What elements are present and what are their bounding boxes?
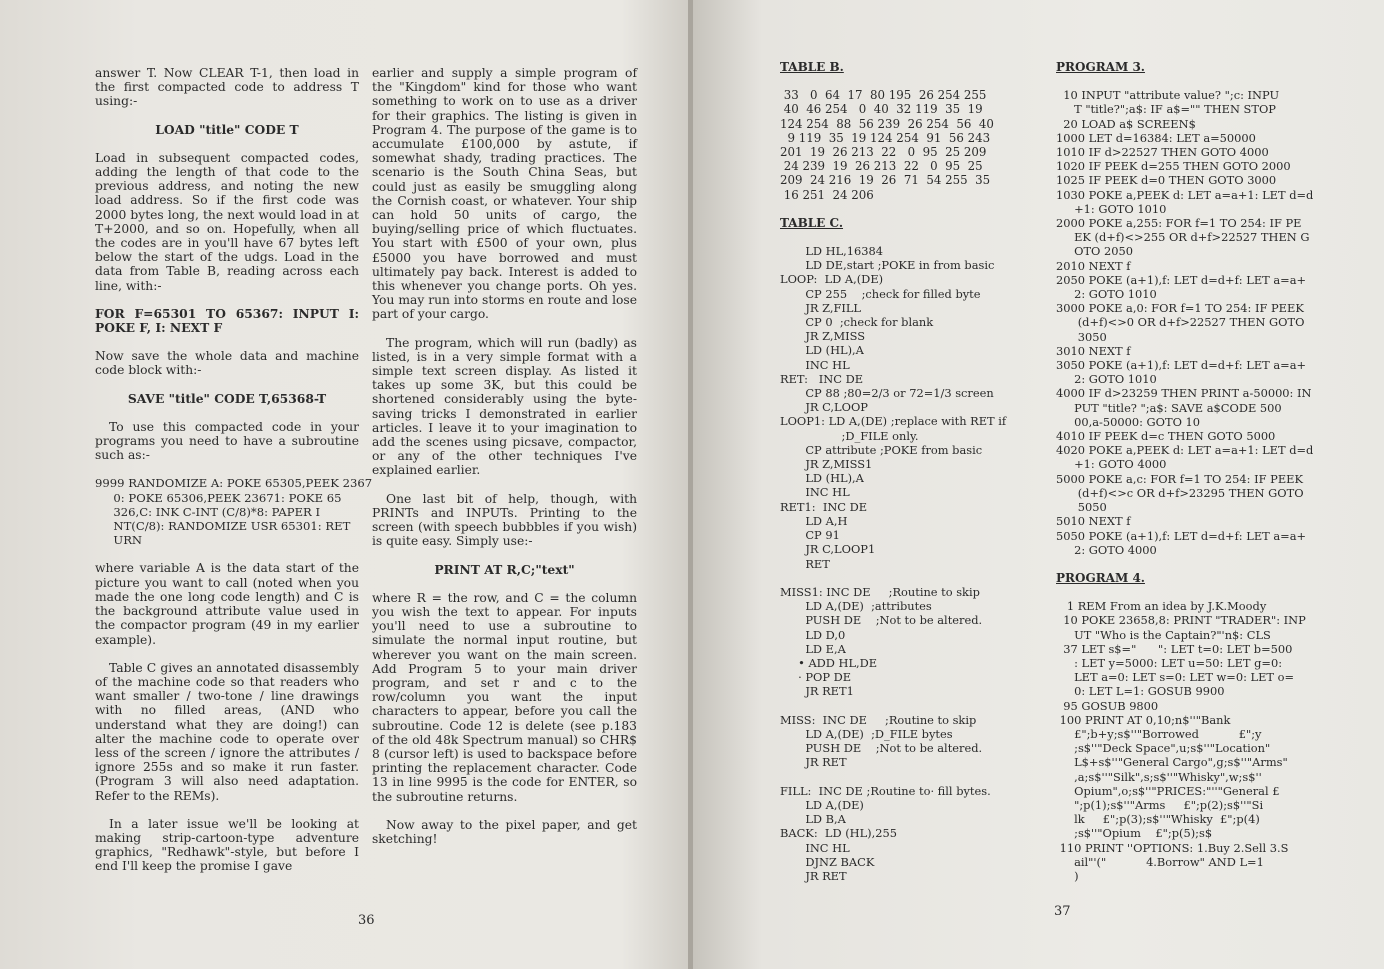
table-c-assembly-listing: LD HL,16384 LD DE,start ;POKE in from basic LOOP: LD A,(DE) CP 255 ;check for filled byte JR Z,FILL CP 0 ;check for blank JR Z,MISS LD (HL),A INC HL RET: INC DE CP 88 ;80=2/3 or 72=1/3 screen JR C,LOOP LOOP1: LD A,(DE) ;replace with RET if ;D_FILE only. CP attribute ;POKE from basic JR Z,MISS1 LD (HL),A INC HL RET1: INC DE LD A,H CP 91 JR C,LOOP1 RET MISS1: INC DE ;Routine to skip LD A,(DE) ;attributes PUSH DE ;Not to be altered. LD D,0 LD E,A • ADD HL,DE · POP DE JR RET1 MISS: INC DE ;Routine to skip LD A,(DE) ;D_FILE bytes PUSH DE ;Not to be altered. JR RET FILL: INC DE ;Routine to· fill bytes. LD A,(DE) LD B,A BACK: LD (HL),255 INC HL DJNZ BACK JR RET: [780, 244, 1007, 883]
command-line: SAVE "title" CODE T,65368-T: [127, 390, 327, 406]
paragraph: In a later issue we'll be looking at making strip-cartoon-type adventure graphics, "Redhawk"-style, but before I end I'll keep the promise I gave: [95, 816, 363, 874]
paragraph: The program, which will run (badly) as listed, is in a very simple format with a simple text screen display. As listed it takes up some 3K, but this could be shortened considerably using the byte-saving tricks I demonstrated in earlier articles. I leave it to your imagination to add the scenes using picsave, compactor, or any of the other techniques I've explained earlier.: [372, 335, 641, 478]
page-number: 37: [1054, 904, 1071, 919]
table-b-data: 33 0 64 17 80 195 26 254 255 40 46 254 0 40 32 119 35 19 124 254 88 56 239 26 254 56 40 9 119 35 19 124 254 91 56 243 201 19 26 213 22 0 95 25 209 24 239 19 26 213 22 0 95 25 209 24 216 19 26 71 54 255 35 16 251 24 206: [780, 88, 994, 202]
paragraph: earlier and supply a simple program of the "Kingdom" kind for those who want something to work on to use as a driver for their graphics. The listing is given in Program 4. The purpose of the game is to accumulate £100,000 by astute, if somewhat shady, trading practices. The scenario is the South China Seas, but could just as easily be smuggling along the Cornish coast, or whatever. Your ship can hold 50 units of cargo, the buying/selling price of which fluctuates. You start with £500 of your own, plus £5000 you have borrowed and must ultimately pay back. Interest is added to this whenever you change ports. Oh yes. You may run into storms en route and lose part of your cargo.: [372, 66, 641, 322]
paragraph: where R = the row, and C = the column you wish the text to appear. For inputs you'll need to use a subroutine to simulate the normal input routine, but wherever you want on the main screen. Add Program 5 to your main driver program, and set r and c to the row/column you want the input characters to appear, before you call the subroutine. Code 12 is delete (see p.183 of the old 48k Spectrum manual) so CHR$ 8 (cursor left) is used to backspace before printing the replacement character. Code 13 in line 9995 is the code for ENTER, so the subroutine returns.: [372, 590, 641, 804]
program-3-listing: 10 INPUT "attribute value? ";c: INPU T "title?";a$: IF a$="" THEN STOP 20 LOAD a$ SCREEN$ 1000 LET d=16384: LET a=50000 1010 IF d>22527 THEN GOTO 4000 1020 IF PEEK d=255 THEN GOTO 2000 1025 IF PEEK d=0 THEN GOTO 3000 1030 POKE a,PEEK d: LET a=a+1: LET d=d +1: GOTO 1010 2000 POKE a,255: FOR f=1 TO 254: IF PE EK (d+f)<>255 OR d+f>22527 THEN G OTO 2050 2010 NEXT f 2050 POKE (a+1),f: LET d=d+f: LET a=a+ 2: GOTO 1010 3000 POKE a,0: FOR f=1 TO 254: IF PEEK (d+f)<>0 OR d+f>22527 THEN GOTO 3050 3010 NEXT f 3050 POKE (a+1),f: LET d=d+f: LET a=a+ 2: GOTO 1010 4000 IF d>23259 THEN PRINT a-50000: IN PUT "title? ";a$: SAVE a$CODE 500 00,a-50000: GOTO 10 4010 IF PEEK d=c THEN GOTO 5000 4020 POKE a,PEEK d: LET a=a+1: LET d=d +1: GOTO 4000 5000 POKE a,c: FOR f=1 TO 254: IF PEEK (d+f)<>c OR d+f>23295 THEN GOTO 5050 5010 NEXT f 5050 POKE (a+1),f: LET d=d+f: LET a=a+ 2: GOTO 4000: [1056, 88, 1314, 557]
program-4-listing: 1 REM From an idea by J.K.Moody 10 POKE 23658,8: PRINT "TRADER": INP UT "Who is the Captain?"'n$: CLS 37 LET s$=" ": LET t=0: LET b=500 : LET y=5000: LET u=50: LET g=0: LET a=0: LET s=0: LET w=0: LET o= 0: LET L=1: GOSUB 9900 95 GOSUB 9800 100 PRINT AT 0,10;n$''"Bank £";b+y;s$''"Borrowed £";y ;s$''"Deck Space",u;s$''"Location" L$+s$''"General Cargo",g;s$''"Arms" ,a;s$''"Silk",s;s$''"Whisky",w;s$'' Opium",o;s$''"PRICES:"''"General £ ";p(1);s$''"Arms £";p(2);s$''"Si lk £";p(3);s$''"Whisky £";p(4) ;s$''"Opium £";p(5);s$ 110 PRINT ''OPTIONS: 1.Buy 2.Sell 3.S ail"'(" 4.Borrow" AND L=1 ): [1059, 599, 1306, 883]
paragraph: where variable A is the data start of the picture you want to call (noted when you made the one long code length) and C is the background attribute value used in the compactor program (49 in my earlier example).: [95, 561, 363, 647]
paragraph: answer T. Now CLEAR T-1, then load in the first compacted code to address T using:-: [95, 66, 363, 109]
paragraph: To use this compacted code in your programs you need to have a subroutine such as:-: [95, 419, 363, 463]
command-line: FOR F=65301 TO 65367: INPUT I: POKE F, I: NEXT F: [95, 305, 364, 336]
left-column-2: [372, 66, 641, 846]
basic-listing: 9999 RANDOMIZE A: POKE 65305,PEEK 2367 0: POKE 65306,PEEK 23671: POKE 65 326,C: INK C-INT (C/8)*8: PAPER I NT(C/8): RANDOMIZE USR 65301: RET URN: [95, 476, 373, 548]
table-c-heading: TABLE C.: [780, 215, 844, 230]
left-page: [0, 0, 690, 969]
paragraph: Table C gives an annotated disassembly of the machine code so that readers who want smaller / two-tone / line drawings with no filled areas, (AND who understand what they are doing!) can alter the machine code to operate over less of the screen / ignore the attributes / ignore 255s and so make it run faster. (Program 3 will also need adaptation. Refer to the REMs).: [95, 660, 363, 803]
paragraph: Now save the whole data and machine code block with:-: [95, 349, 363, 378]
paragraph: Now away to the pixel paper, and get sketching!: [372, 817, 641, 846]
program-3-heading: PROGRAM 3.: [1056, 60, 1145, 74]
right-column-2: [1056, 60, 1366, 883]
table-b-heading: TABLE B.: [780, 60, 844, 74]
paragraph: Load in subsequent compacted codes, adding the length of that code to the previous address, and noting the new load address. So if the first code was 2000 bytes long, the next would load in at T+2000, and so on. Hopefully, when all the codes are in you'll have 67 bytes left below the start of the udgs. Load in the data from Table B, reading across each line, with:-: [95, 150, 363, 293]
program-4-heading: PROGRAM 4.: [1056, 570, 1145, 585]
command-line: LOAD "title" CODE T: [155, 121, 299, 137]
paragraph: One last bit of help, though, with PRINTs and INPUTs. Printing to the screen (with speech bubbbles if you wish) is quite easy. Simply use:-: [372, 491, 641, 549]
command-line: PRINT AT R,C;"text": [434, 561, 575, 577]
left-column-1: [95, 66, 373, 874]
page-number: 36: [358, 913, 375, 928]
right-page: [693, 0, 1384, 969]
right-column-1: [780, 60, 1055, 883]
